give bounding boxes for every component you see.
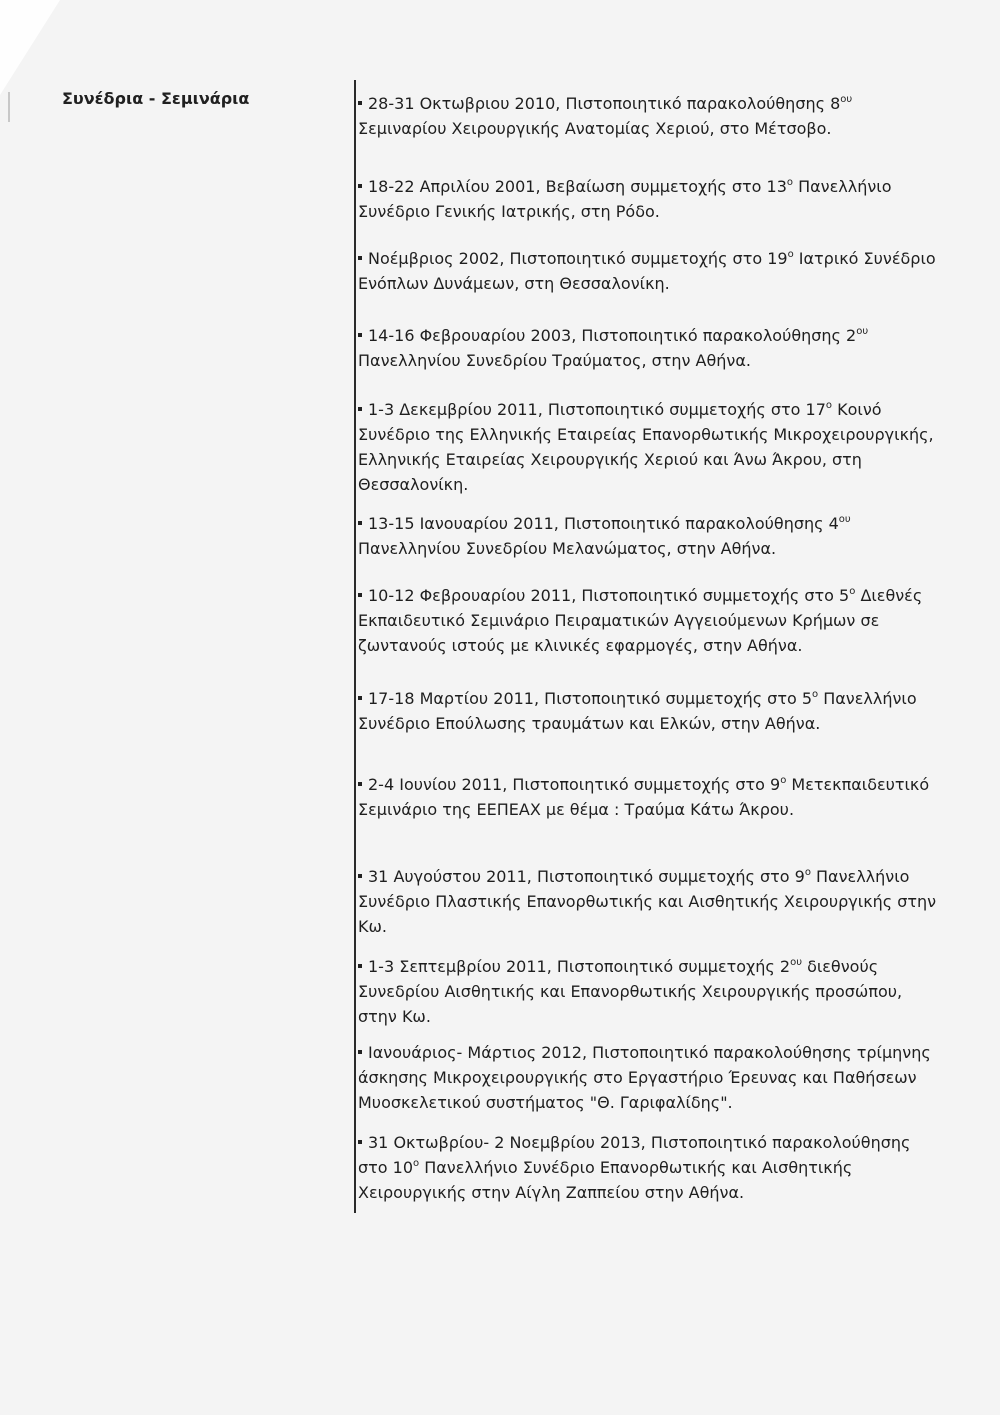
ordinal-suffix: ου [790,957,802,968]
entry-text-continued: Πανελληνίου Συνεδρίου Μελανώματος, στην Αθήνα. [358,539,777,558]
bullet-icon [358,1050,362,1054]
ordinal-suffix: ο [849,586,856,597]
entry-text: 18-22 Απριλίου 2001, Βεβαίωση συμμετοχής στο 13 [368,177,787,196]
entry-text: 1-3 Δεκεμβρίου 2011, Πιστοποιητικό συμμετοχής στο 17 [368,400,826,419]
bullet-icon [358,593,362,597]
entry-11 [358,954,938,1029]
bullet-icon [358,407,362,411]
ordinal-suffix: ο [413,1158,420,1169]
entry-13 [358,1130,938,1205]
entry-text-continued: Πανελλήνιο Συνέδριο Επανορθωτικής και Αισθητικής Χειρουργικής στην Αίγλη Ζαππείου στην Αθήνα. [358,1158,853,1202]
entry-10 [358,864,938,939]
entry-text-continued: Πανελληνίου Συνεδρίου Τραύματος, στην Αθήνα. [358,351,751,370]
ordinal-suffix: ο [786,177,794,188]
bullet-icon [358,782,362,786]
entry-text-continued: Πανελλήνιο Συνέδριο Πλαστικής Επανορθωτικής και Αισθητικής Χειρουργικής στην Κω. [358,867,937,936]
ordinal-suffix: ου [838,514,851,525]
entry-text-continued: διεθνούς Συνεδρίου Αισθητικής και Επανορθωτικής Χειρουργικής προσώπου, στην Κω. [358,957,903,1026]
bullet-icon [358,256,362,260]
entry-text-continued: Σεμιναρίου Χειρουργικής Ανατομίας Χεριού, στο Μέτσοβο. [358,119,832,138]
page-fold-corner [0,0,60,95]
bullet-icon [358,333,362,337]
bullet-icon [358,696,362,700]
bullet-icon [358,874,362,878]
bullet-icon [358,1140,362,1144]
section-title: Συνέδρια - Σεμινάρια [62,89,250,108]
entry-text: 2-4 Ιουνίου 2011, Πιστοποιητικό συμμετοχής στο 9 [368,775,781,794]
entry-text: 17-18 Μαρτίου 2011, Πιστοποιητικό συμμετοχής στο 5 [368,689,813,708]
bullet-icon [358,184,362,188]
entry-text: 10-12 Φεβρουαρίου 2011, Πιστοποιητικό συμμετοχής στο 5 [368,586,850,605]
vertical-divider [354,80,356,1213]
entry-3 [358,246,938,296]
entry-text-continued: Πανελλήνιο Συνέδριο Γενικής Ιατρικής, στη Ρόδο. [358,177,892,221]
entry-text: 14-16 Φεβρουαρίου 2003, Πιστοποιητικό παρακολούθησης 2 [368,326,857,345]
entry-1 [358,91,938,141]
ordinal-suffix: ο [787,249,794,260]
ordinal-suffix: ου [840,94,853,105]
entry-6 [358,511,938,561]
entry-text-continued: Μετεκπαιδευτικό Σεμινάριο της ΕΕΠΕΑΧ με θέμα : Τραύμα Κάτω Άκρου. [358,775,930,819]
ordinal-suffix: ο [812,689,819,700]
entry-7 [358,583,938,658]
scan-edge-mark [8,92,10,122]
entry-text: 31 Αυγούστου 2011, Πιστοποιητικό συμμετοχής στο 9 [368,867,805,886]
entry-text: Ιανουάριος- Μάρτιος 2012, Πιστοποιητικό παρακολούθησης τρίμηνης άσκησης Μικροχειρουργικής στο Εργαστήριο Έρευνας και Παθήσεων Μυοσκελετικού συστήματος "Θ. Γαριφαλίδης". [358,1043,931,1112]
entry-text-continued: Ιατρικό Συνέδριο Ενόπλων Δυνάμεων, στη Θεσσαλονίκη. [358,249,936,293]
entry-text: 31 Οκτωβρίου- 2 Νοεμβρίου 2013, Πιστοποιητικό παρακολούθησης στο 10 [358,1133,911,1177]
entry-text-continued: Διεθνές Εκπαιδευτικό Σεμινάριο Πειραματικών Αγγειούμενων Κρήμων σε ζωντανούς ιστούς με κλινικές εφαρμογές, στην Αθήνα. [358,586,923,655]
entry-text: 13-15 Ιανουαρίου 2011, Πιστοποιητικό παρακολούθησης 4 [368,514,839,533]
ordinal-suffix: ο [825,400,833,411]
entry-9 [358,772,938,822]
entry-2 [358,174,938,224]
ordinal-suffix: ο [780,775,787,786]
entry-5 [358,397,938,497]
entry-4 [358,323,938,373]
entry-text: Νοέμβριος 2002, Πιστοποιητικό συμμετοχής στο 19 [368,249,788,268]
ordinal-suffix: ου [856,326,869,337]
entry-8 [358,686,938,736]
entry-text-continued: Πανελλήνιο Συνέδριο Επούλωσης τραυμάτων και Ελκών, στην Αθήνα. [358,689,917,733]
entry-text: 1-3 Σεπτεμβρίου 2011, Πιστοποιητικό συμμετοχής 2 [368,957,791,976]
bullet-icon [358,521,362,525]
entry-12 [358,1040,938,1115]
bullet-icon [358,101,362,105]
bullet-icon [358,964,362,968]
entry-text: 28-31 Οκτωβριου 2010, Πιστοποιητικό παρακολούθησης 8 [368,94,841,113]
entry-text-continued: Κοινό Συνέδριο της Ελληνικής Εταιρείας Επανορθωτικής Μικροχειρουργικής, Ελληνικής Εταιρείας Χειρουργικής Χεριού και Άνω Άκρου, στη Θεσσαλονίκη. [358,400,934,494]
ordinal-suffix: ο [804,867,811,878]
